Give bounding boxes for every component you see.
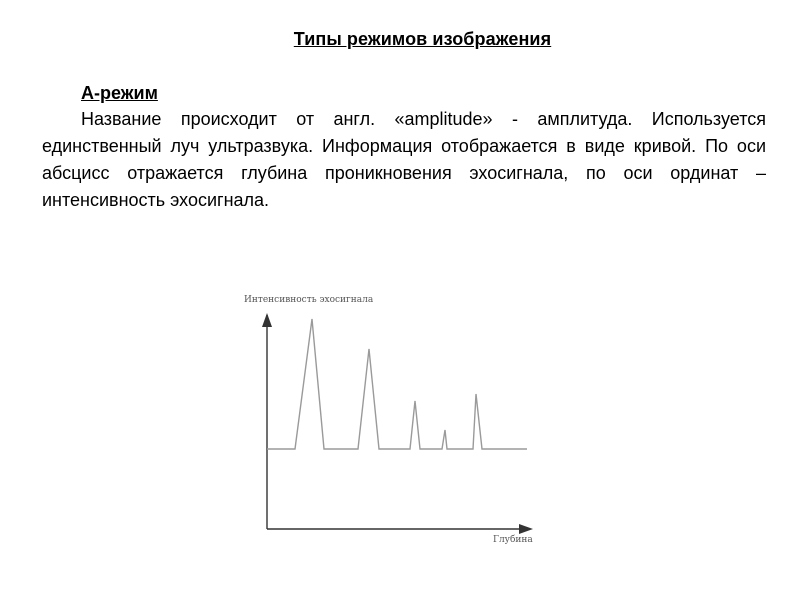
echo-signal-curve (267, 319, 527, 449)
a-mode-diagram-svg (230, 285, 550, 555)
x-axis-label: Глубина (493, 535, 533, 545)
y-axis-arrow-icon (262, 313, 272, 327)
x-axis-arrow-icon (519, 524, 533, 534)
section-heading: А-режим (81, 83, 158, 103)
page-title: Типы режимов изображения (293, 29, 552, 49)
section-paragraph: Название происходит от англ. «amplitude» - амплитуда. Используется единственный луч ультразвука. Информация отображается в виде кривой. По оси абсцисс отражается глубина проникновения эхосигнала, по оси ординат – интенсивность эхосигнала. (42, 109, 766, 210)
a-mode-diagram (230, 285, 550, 555)
y-axis-label: Интенсивность эхосигнала (244, 295, 374, 305)
